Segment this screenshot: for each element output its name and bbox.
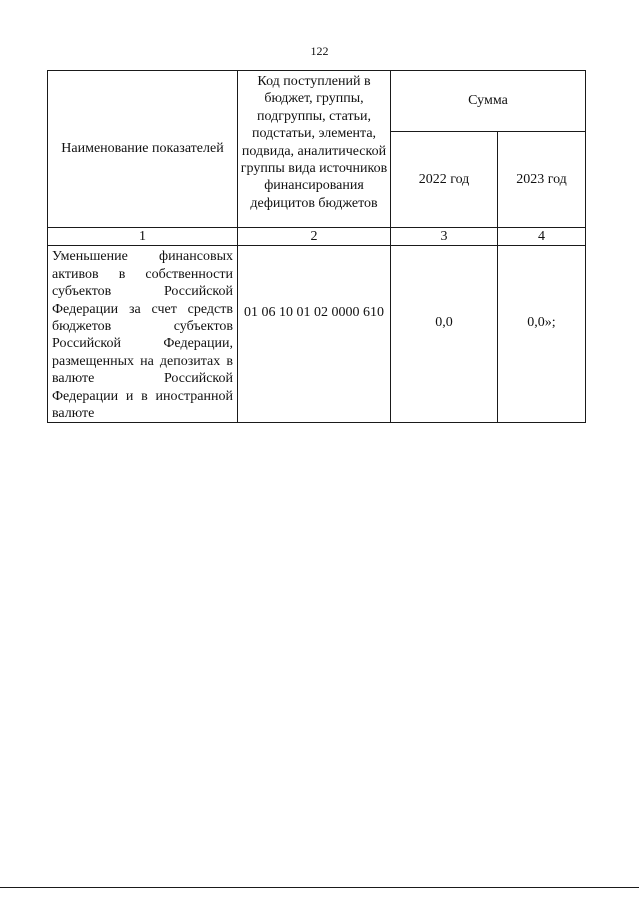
header-code [238,71,391,228]
header-sum-label: Сумма [468,93,508,109]
header-year-2023-label: 2023 год [516,171,567,187]
row-value-2022-cell [391,246,498,423]
header-sum [391,71,586,132]
row-value-2022: 0,0 [435,315,453,331]
column-number-row [48,228,586,246]
row-value-2023-cell [498,246,586,423]
column-number: 3 [391,228,498,246]
row-code-cell [238,246,391,423]
row-code: 01 06 10 01 02 0000 610 [244,305,384,321]
table-header-row [48,71,586,132]
header-year-2023 [498,132,586,228]
column-number: 4 [498,228,586,246]
column-number: 1 [48,228,238,246]
row-name-cell [48,246,238,423]
header-year-2022-label: 2022 год [418,171,470,187]
header-year-2022 [391,132,498,228]
page-bottom-rule [0,887,639,888]
column-number: 2 [238,228,391,246]
row-value-2023: 0,0»; [527,315,556,331]
row-name: Уменьшение финансовых активов в собственности субъектов Российской Федерации за счет средств бюджетов субъектов Российской Федерации, размещенных на депозитах в валюте Российской Федерации и в иностранной валюте [52,249,233,422]
header-name-label: Наименование показателей [61,141,224,157]
header-code-label: Код поступлений в бюджет, группы, подгруппы, статьи, подстатьи, элемента, подвида, аналитической группы вида источников финансирования дефицитов бюджетов [240,74,388,211]
budget-sources-table [47,70,586,423]
page-number: 122 [310,44,329,58]
table-row [48,246,586,423]
header-name [48,71,238,228]
